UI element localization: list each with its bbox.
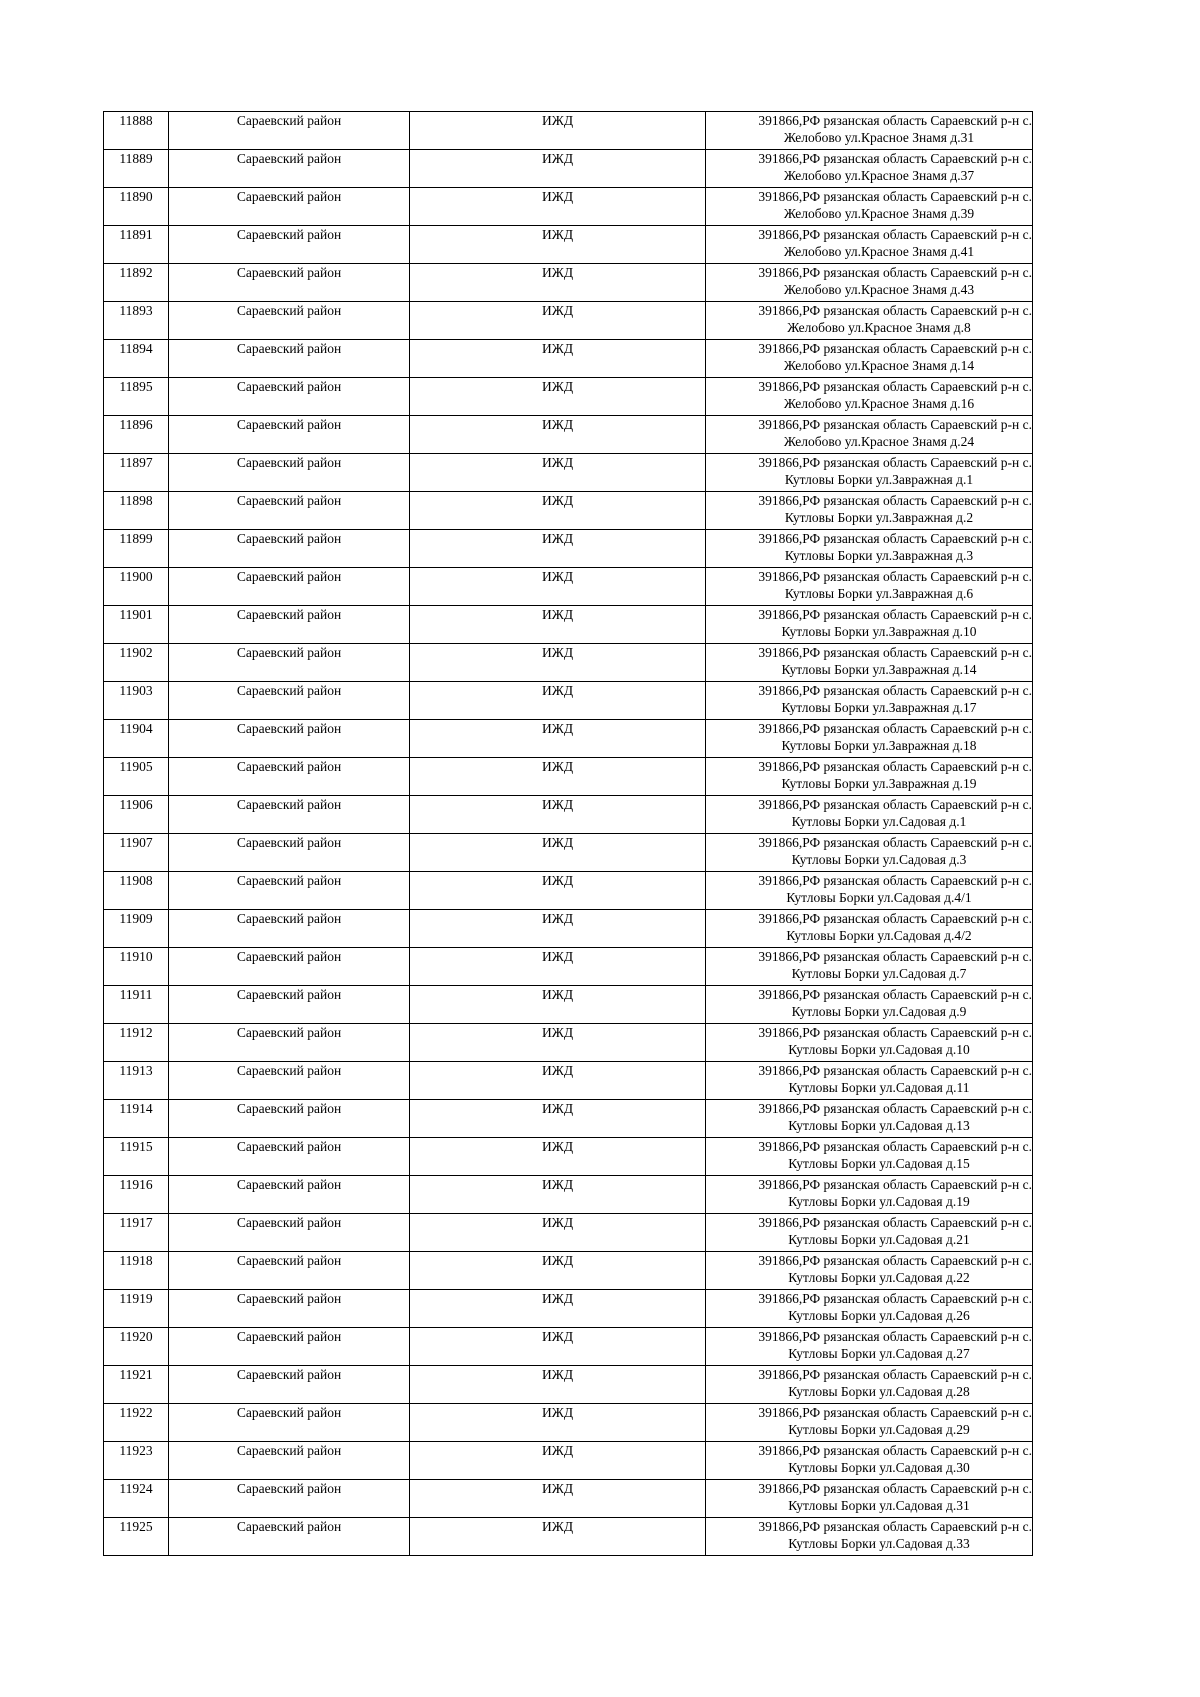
district-cell: Сараевский район [169, 454, 410, 492]
district-cell: Сараевский район [169, 1176, 410, 1214]
object-type-cell: ИЖД [410, 1328, 706, 1366]
address-line-2: Кутловы Борки ул.Садовая д.11 [788, 1080, 970, 1095]
address-cell [706, 644, 1033, 682]
object-type-cell: ИЖД [410, 796, 706, 834]
table-row [104, 416, 1033, 454]
address-line-1: 391866,РФ рязанская область Сараевский р-н с. [758, 1177, 1032, 1192]
address-line-2: Желобово ул.Красное Знамя д.39 [783, 206, 975, 221]
row-number-cell: 11897 [104, 454, 169, 492]
table-row [104, 1214, 1033, 1252]
address-line-1: 391866,РФ рязанская область Сараевский р-н с. [758, 151, 1032, 166]
table-row [104, 796, 1033, 834]
address-line-2: Кутловы Борки ул.Садовая д.31 [788, 1498, 970, 1513]
table-row [104, 378, 1033, 416]
table-row [104, 340, 1033, 378]
address-line-2: Кутловы Борки ул.Садовая д.7 [791, 966, 967, 981]
object-type-cell: ИЖД [410, 1024, 706, 1062]
address-line-1: 391866,РФ рязанская область Сараевский р-н с. [758, 607, 1032, 622]
address-line-1: 391866,РФ рязанская область Сараевский р-н с. [758, 1139, 1032, 1154]
object-type-cell: ИЖД [410, 1290, 706, 1328]
address-cell [706, 796, 1033, 834]
address-line-1: 391866,РФ рязанская область Сараевский р-н с. [758, 1329, 1032, 1344]
object-type-cell: ИЖД [410, 948, 706, 986]
table-row [104, 1138, 1033, 1176]
address-line-2: Желобово ул.Красное Знамя д.24 [783, 434, 975, 449]
address-line-2: Кутловы Борки ул.Завражная д.18 [781, 738, 977, 753]
address-cell [706, 682, 1033, 720]
row-number-cell: 11915 [104, 1138, 169, 1176]
object-type-cell: ИЖД [410, 226, 706, 264]
address-line-2: Кутловы Борки ул.Садовая д.22 [788, 1270, 970, 1285]
object-type-cell: ИЖД [410, 492, 706, 530]
row-number-cell: 11924 [104, 1480, 169, 1518]
district-cell: Сараевский район [169, 1366, 410, 1404]
address-cell [706, 834, 1033, 872]
object-type-cell: ИЖД [410, 872, 706, 910]
district-cell: Сараевский район [169, 1138, 410, 1176]
table-row [104, 1442, 1033, 1480]
row-number-cell: 11917 [104, 1214, 169, 1252]
object-type-cell: ИЖД [410, 1404, 706, 1442]
address-line-2: Кутловы Борки ул.Садовая д.10 [788, 1042, 970, 1057]
address-line-2: Кутловы Борки ул.Садовая д.15 [788, 1156, 970, 1171]
address-line-1: 391866,РФ рязанская область Сараевский р-н с. [758, 1405, 1032, 1420]
object-type-cell: ИЖД [410, 340, 706, 378]
row-number-cell: 11914 [104, 1100, 169, 1138]
address-cell [706, 226, 1033, 264]
table-row [104, 720, 1033, 758]
row-number-cell: 11896 [104, 416, 169, 454]
address-line-2: Кутловы Борки ул.Садовая д.4/2 [786, 928, 972, 943]
table-row [104, 112, 1033, 150]
address-line-1: 391866,РФ рязанская область Сараевский р-н с. [758, 949, 1032, 964]
address-cell [706, 416, 1033, 454]
object-type-cell: ИЖД [410, 910, 706, 948]
table-row [104, 568, 1033, 606]
district-cell: Сараевский район [169, 188, 410, 226]
address-line-2: Кутловы Борки ул.Садовая д.13 [788, 1118, 970, 1133]
address-line-1: 391866,РФ рязанская область Сараевский р-н с. [758, 835, 1032, 850]
row-number-cell: 11904 [104, 720, 169, 758]
object-type-cell: ИЖД [410, 302, 706, 340]
district-cell: Сараевский район [169, 1252, 410, 1290]
address-line-2: Желобово ул.Красное Знамя д.41 [783, 244, 975, 259]
table-row [104, 1518, 1033, 1556]
address-cell [706, 492, 1033, 530]
address-line-1: 391866,РФ рязанская область Сараевский р-н с. [758, 645, 1032, 660]
district-cell: Сараевский район [169, 568, 410, 606]
object-type-cell: ИЖД [410, 112, 706, 150]
row-number-cell: 11895 [104, 378, 169, 416]
object-type-cell: ИЖД [410, 454, 706, 492]
address-cell [706, 1480, 1033, 1518]
address-line-1: 391866,РФ рязанская область Сараевский р-н с. [758, 987, 1032, 1002]
address-cell [706, 340, 1033, 378]
table-row [104, 302, 1033, 340]
object-type-cell: ИЖД [410, 1100, 706, 1138]
address-cell [706, 302, 1033, 340]
district-cell: Сараевский район [169, 1062, 410, 1100]
address-cell [706, 1518, 1033, 1556]
row-number-cell: 11891 [104, 226, 169, 264]
address-cell [706, 530, 1033, 568]
address-line-2: Кутловы Борки ул.Садовая д.26 [788, 1308, 970, 1323]
address-cell [706, 188, 1033, 226]
address-line-1: 391866,РФ рязанская область Сараевский р-н с. [758, 341, 1032, 356]
row-number-cell: 11889 [104, 150, 169, 188]
district-cell: Сараевский район [169, 834, 410, 872]
district-cell: Сараевский район [169, 1024, 410, 1062]
row-number-cell: 11922 [104, 1404, 169, 1442]
address-line-1: 391866,РФ рязанская область Сараевский р-н с. [758, 797, 1032, 812]
row-number-cell: 11912 [104, 1024, 169, 1062]
address-line-2: Желобово ул.Красное Знамя д.43 [783, 282, 975, 297]
address-line-2: Кутловы Борки ул.Завражная д.3 [784, 548, 974, 563]
district-cell: Сараевский район [169, 1518, 410, 1556]
district-cell: Сараевский район [169, 910, 410, 948]
table-row [104, 530, 1033, 568]
address-line-1: 391866,РФ рязанская область Сараевский р-н с. [758, 189, 1032, 204]
row-number-cell: 11900 [104, 568, 169, 606]
table-row [104, 872, 1033, 910]
district-cell: Сараевский район [169, 264, 410, 302]
object-type-cell: ИЖД [410, 188, 706, 226]
address-line-2: Кутловы Борки ул.Завражная д.19 [781, 776, 977, 791]
row-number-cell: 11902 [104, 644, 169, 682]
address-line-2: Желобово ул.Красное Знамя д.37 [783, 168, 975, 183]
object-type-cell: ИЖД [410, 568, 706, 606]
table-row [104, 948, 1033, 986]
address-cell [706, 1024, 1033, 1062]
table-row [104, 454, 1033, 492]
address-line-2: Кутловы Борки ул.Садовая д.30 [788, 1460, 970, 1475]
object-type-cell: ИЖД [410, 1518, 706, 1556]
district-cell: Сараевский район [169, 986, 410, 1024]
address-line-2: Кутловы Борки ул.Завражная д.1 [784, 472, 974, 487]
address-line-1: 391866,РФ рязанская область Сараевский р-н с. [758, 873, 1032, 888]
address-line-2: Желобово ул.Красное Знамя д.31 [783, 130, 975, 145]
row-number-cell: 11888 [104, 112, 169, 150]
table-row [104, 264, 1033, 302]
object-type-cell: ИЖД [410, 1138, 706, 1176]
district-cell: Сараевский район [169, 378, 410, 416]
address-line-2: Кутловы Борки ул.Садовая д.29 [788, 1422, 970, 1437]
address-cell [706, 1404, 1033, 1442]
address-cell [706, 1176, 1033, 1214]
district-cell: Сараевский район [169, 1480, 410, 1518]
address-line-1: 391866,РФ рязанская область Сараевский р-н с. [758, 227, 1032, 242]
district-cell: Сараевский район [169, 872, 410, 910]
row-number-cell: 11898 [104, 492, 169, 530]
district-cell: Сараевский район [169, 1328, 410, 1366]
object-type-cell: ИЖД [410, 1062, 706, 1100]
address-cell [706, 378, 1033, 416]
row-number-cell: 11923 [104, 1442, 169, 1480]
object-type-cell: ИЖД [410, 720, 706, 758]
address-line-2: Кутловы Борки ул.Завражная д.6 [784, 586, 974, 601]
address-cell [706, 910, 1033, 948]
address-line-1: 391866,РФ рязанская область Сараевский р-н с. [758, 113, 1032, 128]
address-line-1: 391866,РФ рязанская область Сараевский р-н с. [758, 1253, 1032, 1268]
registry-table-body [104, 112, 1033, 1556]
address-line-1: 391866,РФ рязанская область Сараевский р-н с. [758, 1367, 1032, 1382]
object-type-cell: ИЖД [410, 1214, 706, 1252]
table-row [104, 1404, 1033, 1442]
table-row [104, 492, 1033, 530]
object-type-cell: ИЖД [410, 378, 706, 416]
address-cell [706, 1366, 1033, 1404]
address-line-2: Кутловы Борки ул.Садовая д.21 [788, 1232, 970, 1247]
district-cell: Сараевский район [169, 796, 410, 834]
row-number-cell: 11916 [104, 1176, 169, 1214]
address-line-2: Кутловы Борки ул.Садовая д.3 [791, 852, 967, 867]
table-row [104, 834, 1033, 872]
address-line-1: 391866,РФ рязанская область Сараевский р-н с. [758, 455, 1032, 470]
row-number-cell: 11890 [104, 188, 169, 226]
row-number-cell: 11901 [104, 606, 169, 644]
district-cell: Сараевский район [169, 1290, 410, 1328]
address-cell [706, 1328, 1033, 1366]
object-type-cell: ИЖД [410, 1252, 706, 1290]
table-row [104, 1290, 1033, 1328]
row-number-cell: 11892 [104, 264, 169, 302]
table-row [104, 910, 1033, 948]
row-number-cell: 11894 [104, 340, 169, 378]
district-cell: Сараевский район [169, 302, 410, 340]
object-type-cell: ИЖД [410, 834, 706, 872]
row-number-cell: 11893 [104, 302, 169, 340]
table-row [104, 1062, 1033, 1100]
row-number-cell: 11921 [104, 1366, 169, 1404]
district-cell: Сараевский район [169, 492, 410, 530]
table-row [104, 150, 1033, 188]
table-row [104, 1176, 1033, 1214]
address-line-2: Кутловы Борки ул.Садовая д.9 [791, 1004, 967, 1019]
row-number-cell: 11919 [104, 1290, 169, 1328]
address-line-1: 391866,РФ рязанская область Сараевский р-н с. [758, 1519, 1032, 1534]
table-row [104, 226, 1033, 264]
address-line-1: 391866,РФ рязанская область Сараевский р-н с. [758, 493, 1032, 508]
address-cell [706, 758, 1033, 796]
address-line-1: 391866,РФ рязанская область Сараевский р-н с. [758, 1063, 1032, 1078]
address-line-2: Желобово ул.Красное Знамя д.14 [783, 358, 975, 373]
district-cell: Сараевский район [169, 530, 410, 568]
table-row [104, 1024, 1033, 1062]
address-line-2: Кутловы Борки ул.Садовая д.28 [788, 1384, 970, 1399]
address-line-2: Желобово ул.Красное Знамя д.16 [783, 396, 975, 411]
address-line-2: Кутловы Борки ул.Садовая д.27 [788, 1346, 970, 1361]
address-line-1: 391866,РФ рязанская область Сараевский р-н с. [758, 1025, 1032, 1040]
row-number-cell: 11903 [104, 682, 169, 720]
address-line-1: 391866,РФ рязанская область Сараевский р-н с. [758, 911, 1032, 926]
table-row [104, 986, 1033, 1024]
address-line-1: 391866,РФ рязанская область Сараевский р-н с. [758, 417, 1032, 432]
row-number-cell: 11920 [104, 1328, 169, 1366]
district-cell: Сараевский район [169, 340, 410, 378]
object-type-cell: ИЖД [410, 150, 706, 188]
address-cell [706, 1252, 1033, 1290]
row-number-cell: 11918 [104, 1252, 169, 1290]
object-type-cell: ИЖД [410, 416, 706, 454]
table-row [104, 1366, 1033, 1404]
address-line-1: 391866,РФ рязанская область Сараевский р-н с. [758, 1443, 1032, 1458]
object-type-cell: ИЖД [410, 758, 706, 796]
address-cell [706, 1290, 1033, 1328]
row-number-cell: 11909 [104, 910, 169, 948]
address-line-1: 391866,РФ рязанская область Сараевский р-н с. [758, 303, 1032, 318]
district-cell: Сараевский район [169, 948, 410, 986]
district-cell: Сараевский район [169, 1442, 410, 1480]
address-line-1: 391866,РФ рязанская область Сараевский р-н с. [758, 1291, 1032, 1306]
district-cell: Сараевский район [169, 1100, 410, 1138]
address-cell [706, 150, 1033, 188]
address-cell [706, 1100, 1033, 1138]
table-row [104, 758, 1033, 796]
address-line-1: 391866,РФ рязанская область Сараевский р-н с. [758, 379, 1032, 394]
district-cell: Сараевский район [169, 150, 410, 188]
address-cell [706, 1138, 1033, 1176]
address-cell [706, 568, 1033, 606]
district-cell: Сараевский район [169, 720, 410, 758]
district-cell: Сараевский район [169, 226, 410, 264]
address-cell [706, 720, 1033, 758]
address-line-1: 391866,РФ рязанская область Сараевский р-н с. [758, 569, 1032, 584]
row-number-cell: 11907 [104, 834, 169, 872]
object-type-cell: ИЖД [410, 1366, 706, 1404]
address-cell [706, 872, 1033, 910]
table-row [104, 1480, 1033, 1518]
table-row [104, 1252, 1033, 1290]
object-type-cell: ИЖД [410, 1442, 706, 1480]
object-type-cell: ИЖД [410, 1176, 706, 1214]
district-cell: Сараевский район [169, 644, 410, 682]
district-cell: Сараевский район [169, 682, 410, 720]
address-cell [706, 1442, 1033, 1480]
row-number-cell: 11906 [104, 796, 169, 834]
object-type-cell: ИЖД [410, 606, 706, 644]
row-number-cell: 11910 [104, 948, 169, 986]
address-cell [706, 948, 1033, 986]
district-cell: Сараевский район [169, 416, 410, 454]
table-row [104, 1100, 1033, 1138]
address-line-2: Кутловы Борки ул.Садовая д.4/1 [786, 890, 972, 905]
address-cell [706, 1062, 1033, 1100]
address-line-1: 391866,РФ рязанская область Сараевский р-н с. [758, 1481, 1032, 1496]
address-line-1: 391866,РФ рязанская область Сараевский р-н с. [758, 265, 1032, 280]
table-row [104, 644, 1033, 682]
address-cell [706, 112, 1033, 150]
district-cell: Сараевский район [169, 606, 410, 644]
address-cell [706, 454, 1033, 492]
address-line-2: Кутловы Борки ул.Садовая д.1 [791, 814, 967, 829]
table-row [104, 1328, 1033, 1366]
row-number-cell: 11899 [104, 530, 169, 568]
address-line-2: Желобово ул.Красное Знамя д.8 [787, 320, 971, 335]
address-line-1: 391866,РФ рязанская область Сараевский р-н с. [758, 1215, 1032, 1230]
object-type-cell: ИЖД [410, 682, 706, 720]
address-line-1: 391866,РФ рязанская область Сараевский р-н с. [758, 1101, 1032, 1116]
object-type-cell: ИЖД [410, 986, 706, 1024]
district-cell: Сараевский район [169, 1404, 410, 1442]
registry-table [103, 111, 1033, 1556]
district-cell: Сараевский район [169, 112, 410, 150]
address-line-1: 391866,РФ рязанская область Сараевский р-н с. [758, 759, 1032, 774]
address-line-1: 391866,РФ рязанская область Сараевский р-н с. [758, 531, 1032, 546]
object-type-cell: ИЖД [410, 530, 706, 568]
address-cell [706, 986, 1033, 1024]
address-line-1: 391866,РФ рязанская область Сараевский р-н с. [758, 683, 1032, 698]
row-number-cell: 11905 [104, 758, 169, 796]
address-line-2: Кутловы Борки ул.Садовая д.33 [788, 1536, 970, 1551]
table-row [104, 188, 1033, 226]
address-line-2: Кутловы Борки ул.Завражная д.2 [784, 510, 974, 525]
row-number-cell: 11911 [104, 986, 169, 1024]
row-number-cell: 11913 [104, 1062, 169, 1100]
address-cell [706, 1214, 1033, 1252]
address-line-2: Кутловы Борки ул.Завражная д.10 [781, 624, 977, 639]
address-line-2: Кутловы Борки ул.Садовая д.19 [788, 1194, 970, 1209]
address-line-2: Кутловы Борки ул.Завражная д.14 [781, 662, 977, 677]
district-cell: Сараевский район [169, 758, 410, 796]
row-number-cell: 11908 [104, 872, 169, 910]
table-row [104, 682, 1033, 720]
address-line-1: 391866,РФ рязанская область Сараевский р-н с. [758, 721, 1032, 736]
object-type-cell: ИЖД [410, 264, 706, 302]
object-type-cell: ИЖД [410, 1480, 706, 1518]
address-line-2: Кутловы Борки ул.Завражная д.17 [781, 700, 977, 715]
row-number-cell: 11925 [104, 1518, 169, 1556]
district-cell: Сараевский район [169, 1214, 410, 1252]
address-cell [706, 606, 1033, 644]
object-type-cell: ИЖД [410, 644, 706, 682]
address-cell [706, 264, 1033, 302]
table-row [104, 606, 1033, 644]
